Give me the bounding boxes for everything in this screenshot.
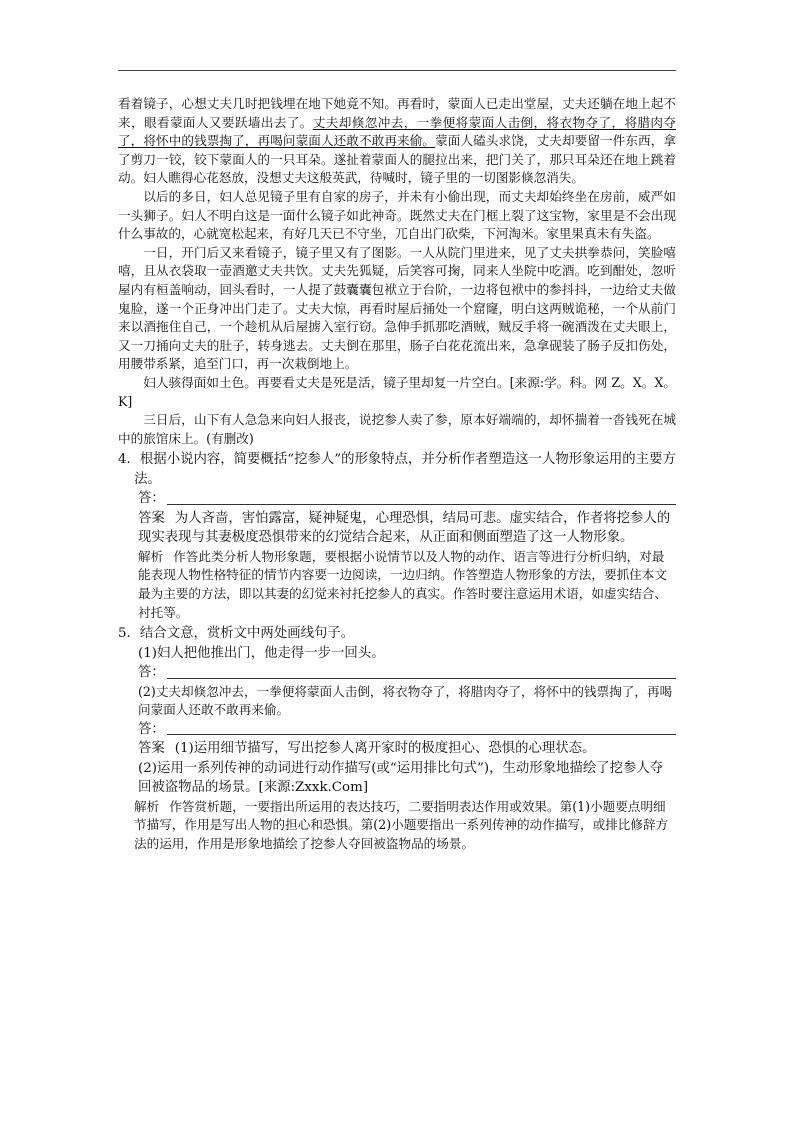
story-paragraph-4: 妇人骇得面如土色。再要看丈夫是死是活，镜子里却复一片空白。[来源:学。科。网 Z。X。X。K] bbox=[118, 374, 676, 409]
question-4: 4．根据小说内容，简要概括“挖参人”的形象特点，并分析作者塑造这一人物形象运用的主要方法。 答： 答案 为人吝啬，害怕露富，疑神疑鬼，心理恐惧，结局可悲。虚实结合，作者将挖参人的现实表现与其妻极度恐惧带来的幻觉结合起来，从正面和侧面塑造了这一人物形象。 解析 作答此类分析人物形象题，要根据小说情节以及人物的动作、语言等进行分析归纳，对最能表现人物性格特征的情节内容要一边阅读，一边归纳。作答塑造人物形象的方法，要抓住本文最为主要的方法，即以其妻的幻觉来衬托挖参人的真实。作答时要注意运用术语，如虚实结合、衬托等。 bbox=[118, 450, 676, 622]
answer-5: 答案 (1)运用细节描写，写出挖参人离开家时的极度担心、恐惧的心理状态。 (2)运用一系列传神的动词进行动作描写(或“运用排比句式”)，生动形象地描绘了挖参人夺回被盗物品的场景。[来源:Zxxk.Com] bbox=[138, 741, 664, 796]
question-5: 5．结合文意，赏析文中两处画线句子。 (1)妇人把他推出门，他走得一步一回头。 答： (2)丈夫却倏忽冲去，一拳便将蒙面人击倒，将衣物夺了，将腊肉夺了，将怀中的钱票掏了，再喝问蒙面人还敢不敢再来偷。 答： 答案 (1)运用细节描写，写出挖参人离开家时的极度担心、恐惧的心理状态。 (2)运用一系列传神的动词进行动作描写(或“运用排比句式”)，生动形象地描绘了挖参人夺回被盗物品的场景。[来源:Zxxk.Com] 解析 作答赏析题，一要指出所运用的表达技巧，二要指明表达作用或效果。第(1)小题要点明细节描写，作用是写出人物的担心和恐惧。第(2)小题要指出一系列传神的动作描写，或排比修辞方法的运用，作用是形象地描绘了挖参人夺回被盗物品的场景。 bbox=[118, 624, 676, 853]
story-text bbox=[118, 95, 676, 448]
story-paragraph-2: 以后的多日，妇人总见镜子里有自家的房子，并未有小偷出现，而丈夫却始终坐在房前，威严如一头狮子。妇人不明白这是一面什么镜子如此神奇。既然丈夫在门框上裂了这宝物，家里是不会出现什么事故的，心就宽松起来，有好几天已不守坐，兀自出门砍柴，下河淘米。家里果真未有失盗。 bbox=[118, 188, 676, 242]
analysis-5: 解析 作答赏析题，一要指出所运用的表达技巧，二要指明表达作用或效果。第(1)小题要点明细节描写，作用是写出人物的担心和恐惧。第(2)小题要指出一系列传神的动作描写，或排比修辞方法的运用，作用是形象地描绘了挖参人夺回被盗物品的场景。 bbox=[134, 798, 669, 852]
analysis-4: 解析 作答此类分析人物形象题，要根据小说情节以及人物的动作、语言等进行分析归纳，对最能表现人物性格特征的情节内容要一边阅读，一边归纳。作答塑造人物形象的方法，要抓住本文最为主要的方法，即以其妻的幻觉来衬托挖参人的真实。作答时要注意运用术语，如虚实结合、衬托等。 bbox=[138, 548, 667, 620]
question-5-text: 结合文意，赏析文中两处画线句子。 bbox=[139, 626, 355, 642]
answer-field-4[interactable]: 答： bbox=[118, 489, 676, 509]
story-paragraph-3: 一日，开门后又来看镜子，镜子里又有了图影。一人从院门里进来，见了丈夫拱拳恭问，笑脸嘻嘻，且从衣袋取一壶酒邀丈夫共饮。丈夫先狐疑，后笑容可掬，同来人坐院中吃酒。吃到酣处，忽听屋内有桓盖响动，回头看时，一人提了鼓囊囊包袱立于台阶，一边将包袱中的参抖抖，一边给丈夫做鬼脸，遂一个正身冲出门走了。丈夫大惊，再看时屋后捅处一个窟窿，明白这两贼诡秘，一个从前门来以酒拖住自己，一个趁机从后屋掳入室行窃。急伸手抓那吃酒贼，贼反手将一碗酒泼在丈夫眼上，又一刀捅向丈夫的肚子，转身逃去。丈夫倒在那里，肠子白花花流出来，急拿砚装了肠子反扣伤处，用腰带系紧，追至门口，再一次栽倒地上。 bbox=[118, 244, 676, 372]
story-paragraph-5: 三日后，山下有人急急来向妇人报丧，说挖参人卖了参，原本好端端的，却怀揣着一沓钱死在城中的旅馆床上。(有删改) bbox=[118, 412, 676, 446]
underlined-sentence: 丈夫却倏忽冲去，一拳便将蒙面人击倒，将衣物夺了，将腊肉夺了，将怀中的钱票掏了，再喝问蒙面人还敢不敢再来偷。 bbox=[118, 114, 677, 149]
answer-field-5-2[interactable]: 答： bbox=[118, 720, 676, 740]
question-4-text: 根据小说内容，简要概括“挖参人”的形象特点，并分析作者塑造这一人物形象运用的主要方法。 bbox=[134, 452, 676, 487]
answer-field-5-1[interactable]: 答： bbox=[118, 663, 676, 683]
answer-4: 答案 为人吝啬，害怕露富，疑神疑鬼，心理恐惧，结局可悲。虚实结合，作者将挖参人的现实表现与其妻极度恐惧带来的幻觉结合起来，从正面和侧面塑造了这一人物形象。 bbox=[138, 510, 671, 546]
page bbox=[118, 70, 676, 854]
question-5-sub-1: (1)妇人把他推出门，他走得一步一回头。 bbox=[138, 645, 385, 661]
story-paragraph-1: 看着镜子，心想丈夫几时把钱埋在地下她竟不知。再看时，蒙面人已走出堂屋，丈夫还躺在地上起不来，眼看蒙面人又要跃墙出去了。丈夫却倏忽冲去，一拳便将蒙面人击倒，将衣物夺了，将腊肉夺了，将怀中的钱票掏了，再喝问蒙面人还敢不敢再来偷。蒙面人磕头求饶，丈夫却要留一件东西，拿了剪刀一铰，铰下蒙面人的一只耳朵。遂扯着蒙面人的腿拉出来，把门关了，那只耳朵还在地上跳着动。妇人瞧得心花怒放，没想丈夫这般英武，待喊时，镜子里的一切图影倏忽消失。 bbox=[118, 96, 677, 186]
header-rule bbox=[118, 70, 676, 71]
question-5-sub-2: (2)丈夫却倏忽冲去，一拳便将蒙面人击倒，将衣物夺了，将腊肉夺了，将怀中的钱票掏了，再喝问蒙面人还敢不敢再来偷。 bbox=[138, 683, 673, 718]
